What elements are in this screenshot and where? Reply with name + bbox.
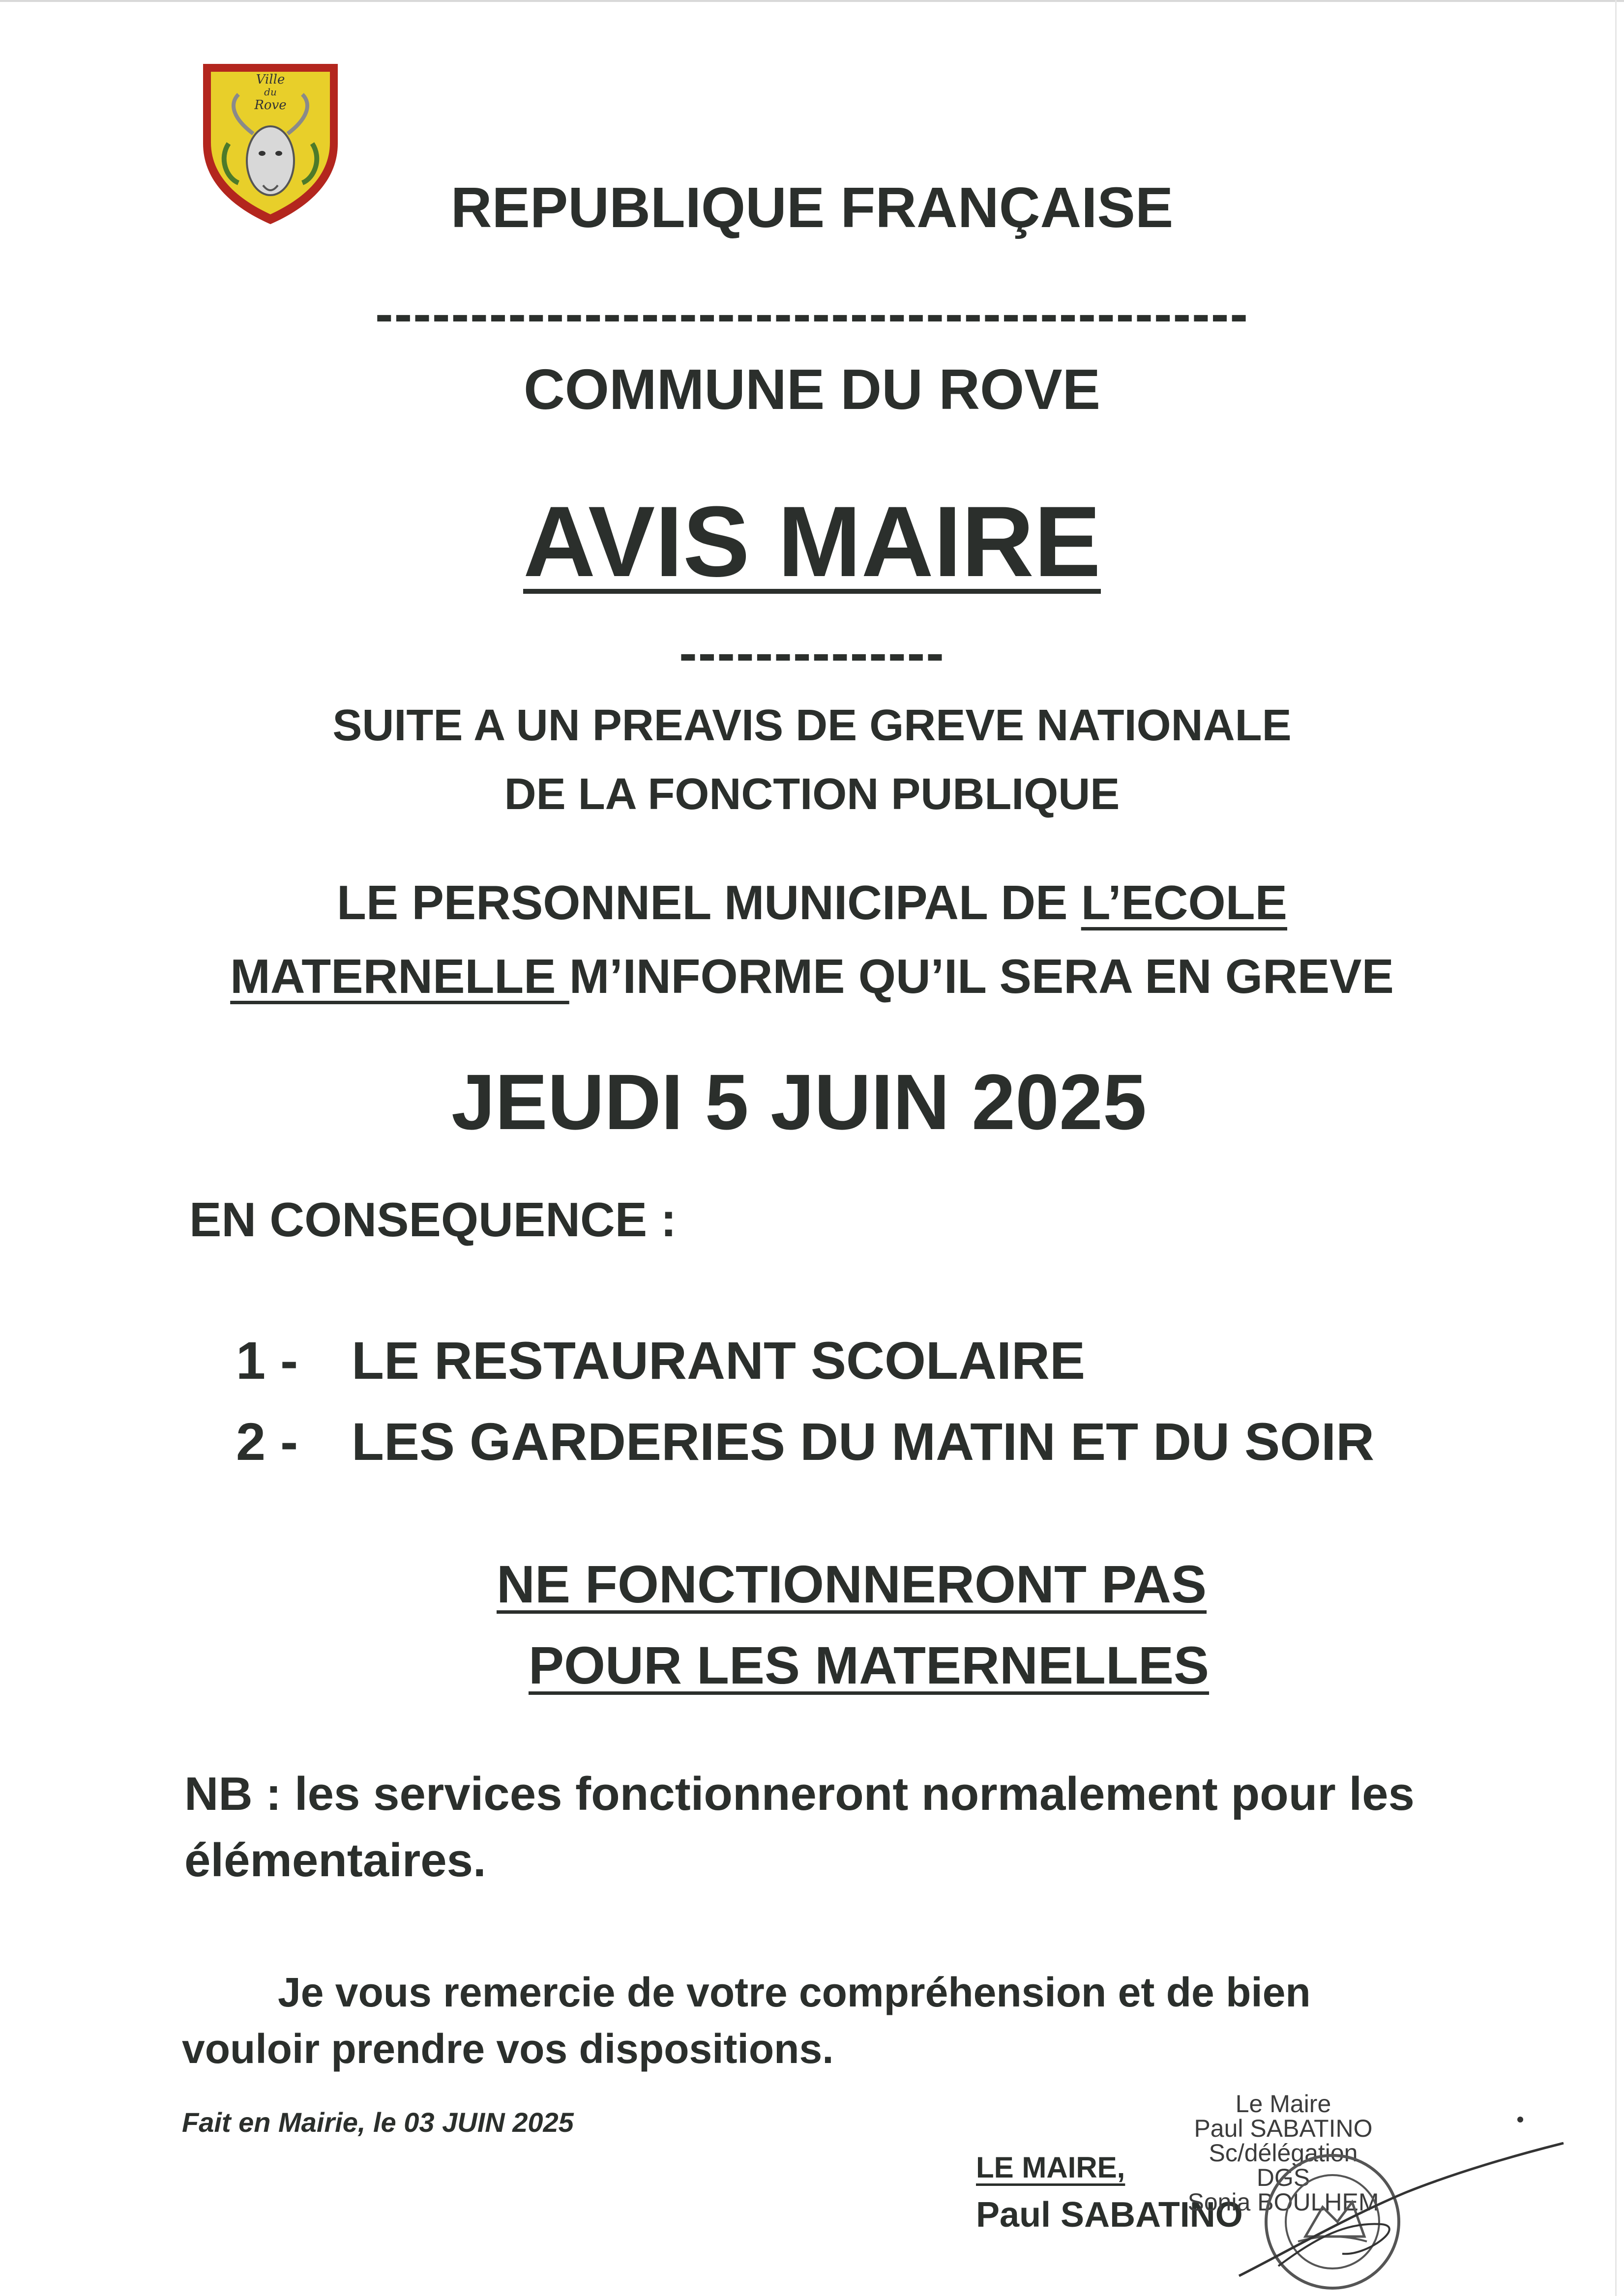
strike-date: JEUDI 5 JUIN 2025 <box>451 1058 1147 1146</box>
stamp-line: Sc/délégation <box>1209 2139 1358 2167</box>
le-maire-label <box>976 2151 1125 2184</box>
consequence-label: EN CONSEQUENCE : <box>189 1192 677 1247</box>
maire-name: Paul SABATINO <box>976 2195 1243 2235</box>
nb-line-2: élémentaires. <box>184 1834 486 1887</box>
avis-maire-title <box>0 484 1624 600</box>
crest-text-ville: Ville <box>256 72 285 87</box>
crest-text-du: du <box>264 86 277 98</box>
personnel-maternelle: MATERNELLE <box>230 949 569 1003</box>
stamp-line: Le Maire <box>1235 2090 1331 2118</box>
scan-top-edge <box>0 0 1624 2</box>
list-item <box>236 1411 1374 1472</box>
nb-line-1: NB : les services fonctionneront normalement pour les <box>184 1768 1415 1820</box>
fait-en-mairie: Fait en Mairie, le 03 JUIN 2025 <box>182 2107 574 2138</box>
ne-fonctionneront-text-2: POUR LES MATERNELLES <box>529 1635 1210 1695</box>
republique-heading: REPUBLIQUE FRANÇAISE <box>450 175 1174 239</box>
stamp-line: Paul SABATINO <box>1194 2115 1373 2142</box>
suite-line-1: SUITE A UN PREAVIS DE GREVE NATIONALE <box>332 701 1292 750</box>
ne-fonctionneront-line-2 <box>529 1634 1209 1696</box>
stamp-line: DGS <box>1256 2164 1310 2191</box>
separator-long: ---------------------------------------------- <box>375 284 1249 344</box>
crest-text-rove: Rove <box>254 98 287 113</box>
personnel-line-2 <box>0 949 1624 1004</box>
stamp-line: Sonia BOULHEM <box>1187 2188 1379 2216</box>
personnel-line-1 <box>0 875 1624 930</box>
commune-heading: COMMUNE DU ROVE <box>524 357 1100 421</box>
signature-icon <box>1219 2109 1573 2286</box>
list-item-label: LE RESTAURANT SCOLAIRE <box>352 1331 1086 1390</box>
list-item <box>236 1330 1085 1391</box>
personnel-prefix: LE PERSONNEL MUNICIPAL DE <box>336 875 1081 930</box>
personnel-ecole: L’ECOLE <box>1081 875 1288 930</box>
list-item-label: LES GARDERIES DU MATIN ET DU SOIR <box>352 1412 1375 1471</box>
personnel-suffix: M’INFORME QU’IL SERA EN GREVE <box>569 949 1394 1003</box>
separator-short: -------------- <box>679 623 945 683</box>
list-item-number: 1 - <box>236 1331 298 1390</box>
ne-fonctionneront-text-1: NE FONCTIONNERONT PAS <box>497 1554 1207 1614</box>
merci-line-1: Je vous remercie de votre compréhension et de bien <box>278 1969 1311 2015</box>
suite-line-2: DE LA FONCTION PUBLIQUE <box>504 770 1120 819</box>
list-item-number: 2 - <box>236 1412 298 1471</box>
ne-fonctionneront-line-1 <box>497 1553 1207 1615</box>
merci-line-2: vouloir prendre vos dispositions. <box>182 2026 834 2072</box>
avis-maire-text: AVIS MAIRE <box>523 486 1101 598</box>
le-maire-text: LE MAIRE, <box>976 2151 1125 2184</box>
